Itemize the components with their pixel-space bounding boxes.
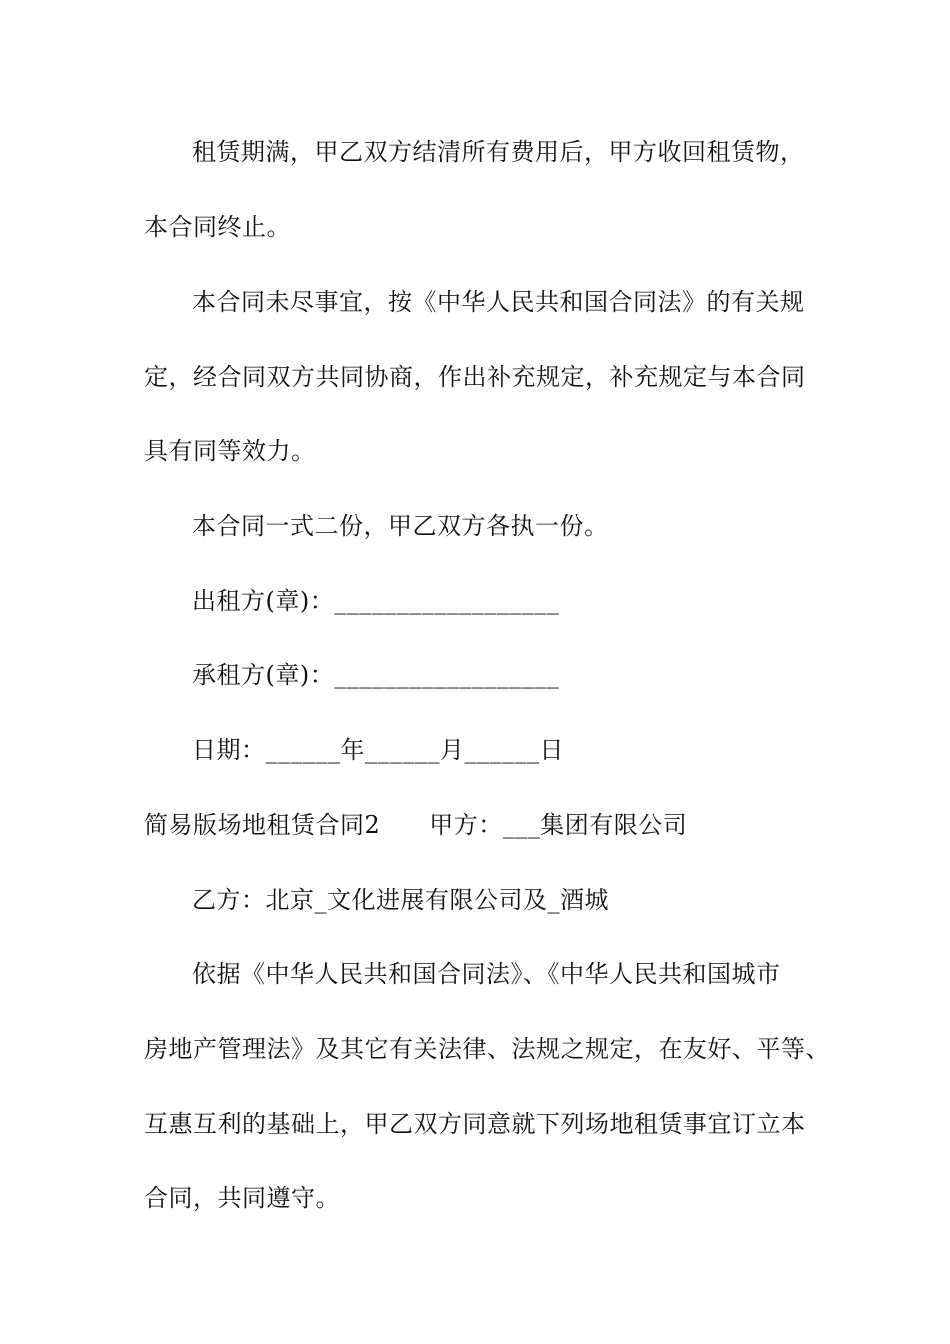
date-line: 日期：______年______月______日 [192, 736, 564, 764]
lessee-signature-line: 承租方(章)：__________________ [192, 661, 560, 689]
party-b-line: 乙方：北京_文化进展有限公司及_酒城 [192, 886, 609, 914]
paragraph-line: 具有同等效力。 [144, 437, 316, 465]
paragraph-line: 本合同一式二份，甲乙双方各执一份。 [192, 512, 609, 540]
paragraph-line: 房地产管理法》及其它有关法律、法规之规定，在友好、平等、 [144, 1035, 830, 1063]
paragraph-line: 本合同未尽事宜，按《中华人民共和国合同法》的有关规 [192, 288, 805, 316]
contract-heading-line: 简易版场地租赁合同2 甲方：___集团有限公司 [144, 811, 688, 839]
paragraph-line: 合同，共同遵守。 [144, 1184, 340, 1212]
paragraph-line: 租赁期满，甲乙双方结清所有费用后，甲方收回租赁物， [192, 138, 805, 166]
paragraph-line: 本合同终止。 [144, 213, 291, 241]
paragraph-line: 定，经合同双方共同协商，作出补充规定，补充规定与本合同 [144, 363, 806, 391]
paragraph-line: 依据《中华人民共和国合同法》、《中华人民共和国城市 [192, 960, 781, 988]
lessor-signature-line: 出租方(章)：__________________ [192, 587, 560, 615]
paragraph-line: 互惠互利的基础上，甲乙双方同意就下列场地租赁事宜订立本 [144, 1110, 806, 1138]
